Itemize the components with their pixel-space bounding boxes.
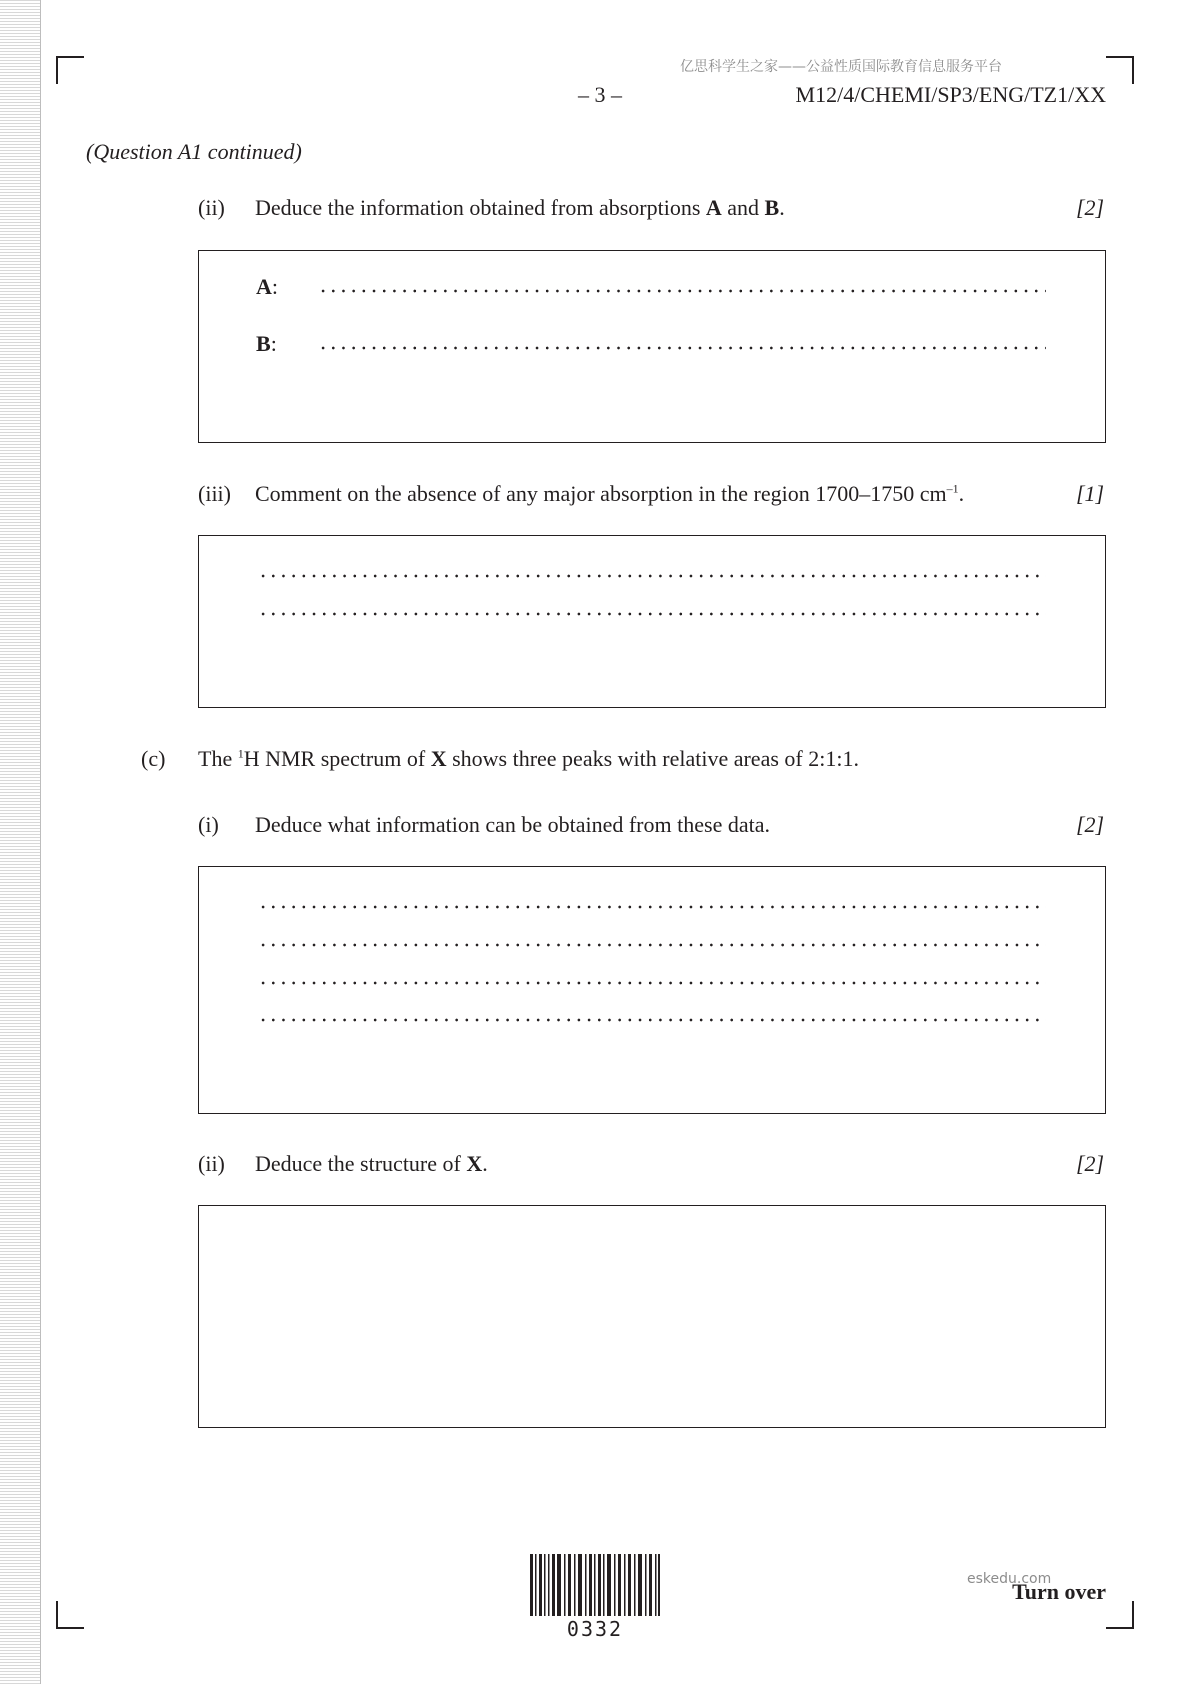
part-c-ii-question: Deduce the structure of X. xyxy=(255,1151,488,1176)
crop-mark-top-left xyxy=(56,56,84,84)
part-c-i-marks: [2] xyxy=(1076,812,1105,837)
crop-mark-bottom-right xyxy=(1106,1601,1134,1629)
barcode-icon xyxy=(530,1554,660,1616)
part-c-i-number: (i) xyxy=(198,812,219,837)
answer-line-a[interactable] xyxy=(318,289,1046,293)
crop-mark-bottom-left xyxy=(56,1601,84,1629)
answer-line[interactable] xyxy=(258,612,1046,616)
crop-mark-top-right xyxy=(1106,56,1134,84)
turn-over: Turn over xyxy=(1012,1579,1106,1604)
barcode-number: 0332 xyxy=(566,1617,624,1641)
answer-line[interactable] xyxy=(258,943,1046,947)
answer-line[interactable] xyxy=(258,981,1046,985)
question-continued: (Question A1 continued) xyxy=(86,139,302,164)
part-b-iii-question: Comment on the absence of any major absorption in the region 1700–1750 $cm^{-1}$. xyxy=(255,481,965,506)
margin-strip xyxy=(0,0,41,1684)
paper-code: M12/4/CHEMI/SP3/ENG/TZ1/XX xyxy=(795,82,1106,107)
part-b-iii-marks: [1] xyxy=(1076,481,1105,506)
part-c-i-question: Deduce what information can be obtained from these data. xyxy=(255,812,770,837)
part-c-stem: The $^1$H NMR spectrum of X shows three peaks with relative areas of 2:1:1. xyxy=(198,746,859,771)
answer-line-b[interactable] xyxy=(318,346,1046,350)
part-b-ii-marks: [2] xyxy=(1076,195,1105,220)
answer-label-b: B: xyxy=(256,331,277,356)
eskedu-watermark: eskedu.com xyxy=(967,1571,1052,1587)
part-c-ii-marks: [2] xyxy=(1076,1151,1105,1176)
answer-line[interactable] xyxy=(258,905,1046,909)
page-number: – 3 – xyxy=(578,82,622,107)
part-b-iii-number: (iii) xyxy=(198,481,231,506)
part-c-ii-number: (ii) xyxy=(198,1151,225,1176)
answer-line[interactable] xyxy=(258,1018,1046,1022)
answer-box-c-i[interactable] xyxy=(198,866,1106,1114)
answer-line[interactable] xyxy=(258,574,1046,578)
part-b-ii-number: (ii) xyxy=(198,195,225,220)
answer-box-c-ii[interactable] xyxy=(198,1205,1106,1428)
part-c-number: (c) xyxy=(141,746,166,771)
watermark-text: 亿思科学生之家——公益性质国际教育信息服务平台 xyxy=(680,59,1002,75)
answer-label-a: A: xyxy=(256,274,279,299)
answer-box-b-iii[interactable] xyxy=(198,535,1106,708)
part-b-ii-question: Deduce the information obtained from absorptions A and B. xyxy=(255,195,785,220)
